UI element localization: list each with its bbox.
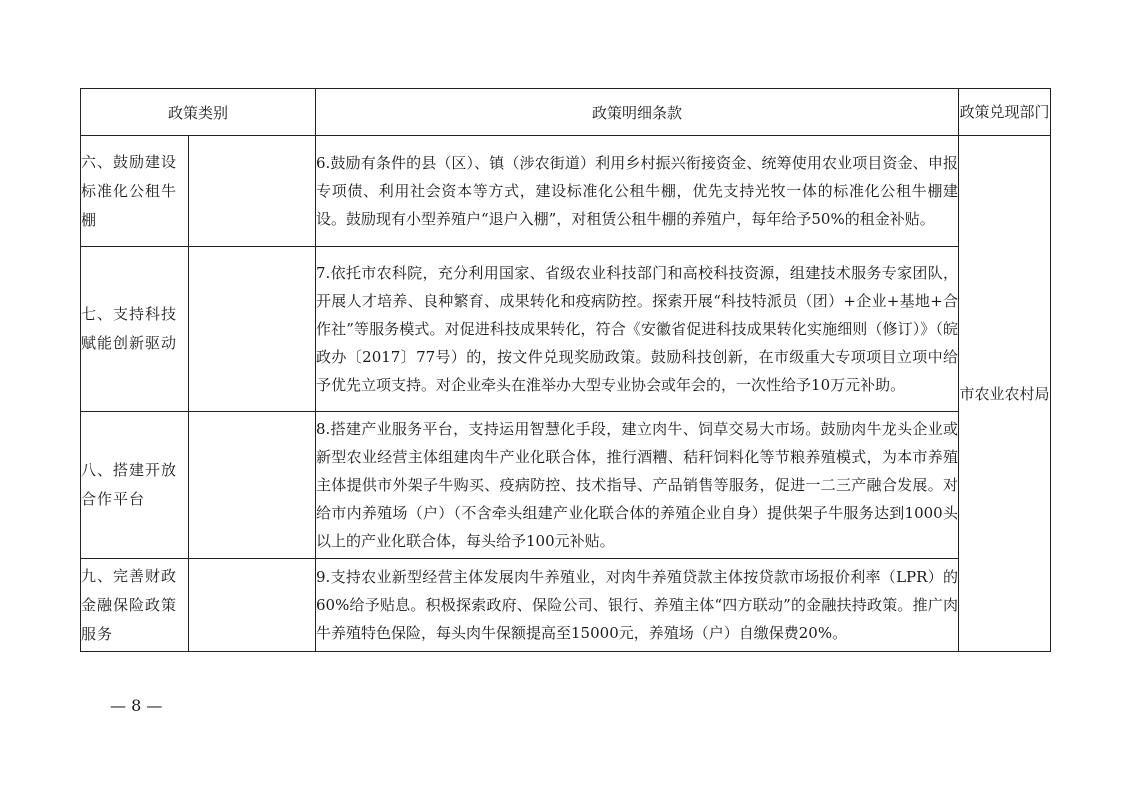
empty-cell [189,559,316,652]
detail-cell: 9.支持农业新型经营主体发展肉牛养殖业，对肉牛养殖贷款主体按贷款市场报价利率（LPR）的60%给予贴息。积极探索政府、保险公司、银行、养殖主体“四方联动”的金融扶持政策。推广肉牛养殖特色保险，每头肉牛保额提高至15000元，养殖场（户）自缴保费20%。 [316,559,959,652]
category-cell: 九、完善财政金融保险政策服务 [81,559,189,652]
table-row [81,136,1051,247]
category-cell: 八、搭建开放合作平台 [81,412,189,559]
header-detail: 政策明细条款 [316,89,959,136]
category-cell: 七、支持科技赋能创新驱动 [81,247,189,412]
department-cell: 市农业农村局 [959,136,1051,652]
header-department: 政策兑现部门 [959,89,1051,136]
empty-cell [189,247,316,412]
detail-cell: 6.鼓励有条件的县（区）、镇（涉农街道）利用乡村振兴衔接资金、统筹使用农业项目资金、申报专项债、利用社会资本等方式，建设标准化公租牛棚，优先支持光牧一体的标准化公租牛棚建设。鼓励现有小型养殖户“退户入棚”，对租赁公租牛棚的养殖户，每年给予50%的租金补贴。 [316,136,959,247]
empty-cell [189,136,316,247]
category-cell: 六、鼓励建设标准化公租牛棚 [81,136,189,247]
table-header-row [81,89,1051,136]
detail-cell: 8.搭建产业服务平台，支持运用智慧化手段，建立肉牛、饲草交易大市场。鼓励肉牛龙头企业或新型农业经营主体组建肉牛产业化联合体，推行酒糟、秸秆饲料化等节粮养殖模式，为本市养殖主体提供市外架子牛购买、疫病防控、技术指导、产品销售等服务，促进一二三产融合发展。对给市内养殖场（户）（不含牵头组建产业化联合体的养殖企业自身）提供架子牛服务达到1000头以上的产业化联合体，每头给予100元补贴。 [316,412,959,559]
table-row [81,412,1051,559]
empty-cell [189,412,316,559]
policy-table [80,88,1051,652]
detail-cell: 7.依托市农科院，充分利用国家、省级农业科技部门和高校科技资源，组建技术服务专家团队，开展人才培养、良种繁育、成果转化和疫病防控。探索开展“科技特派员（团）+企业+基地+合作社”等服务模式。对促进科技成果转化，符合《安徽省促进科技成果转化实施细则（修订）》（皖政办〔2017〕77号）的，按文件兑现奖励政策。鼓励科技创新，在市级重大专项项目立项中给予优先立项支持。对企业牵头在淮举办大型专业协会或年会的，一次性给予10万元补助。 [316,247,959,412]
header-category: 政策类别 [81,89,316,136]
page-number: — 8 — [110,696,163,715]
table-row [81,559,1051,652]
table-row [81,247,1051,412]
